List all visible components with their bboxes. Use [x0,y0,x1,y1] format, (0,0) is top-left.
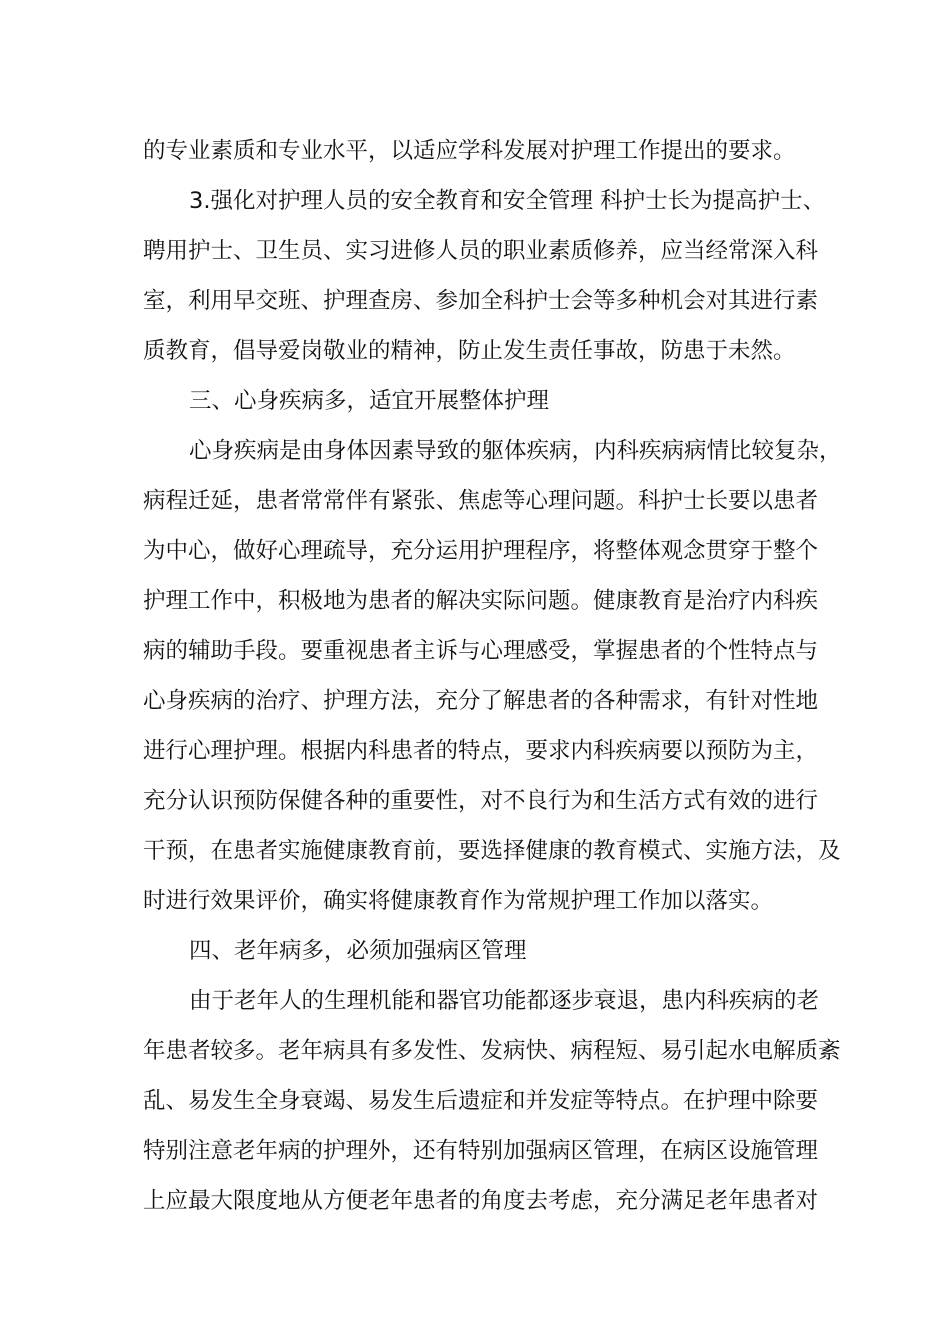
text-line: 特别注意老年病的护理外，还有特别加强病区管理，在病区设施管理 [143,1138,819,1164]
text-line: 由于老年人的生理机能和器官功能都逐步衰退，患内科疾病的老 [189,988,820,1014]
text-line: 病程迁延，患者常常伴有紧张、焦虑等心理问题。科护士长要以患者 [143,488,819,514]
text-line: 进行心理护理。根据内科患者的特点，要求内科疾病要以预防为主， [143,738,819,764]
text-line: 的专业素质和专业水平，以适应学科发展对护理工作提出的要求。 [143,138,796,164]
text-line: 聘用护士、卫生员、实习进修人员的职业素质修养，应当经常深入科 [143,238,819,264]
text-line: 充分认识预防保健各种的重要性，对不良行为和生活方式有效的进行 [143,788,819,814]
text-line: 心身疾病的治疗、护理方法，充分了解患者的各种需求，有针对性地 [143,688,819,714]
text-line: 3.强化对护理人员的安全教育和安全管理 科护士长为提高护士、 [189,188,826,214]
text-line: 心身疾病是由身体因素导致的躯体疾病，内科疾病病情比较复杂， [189,438,842,464]
document-body [143,126,842,1226]
text-line: 上应最大限度地从方便老年患者的角度去考虑，充分满足老年患者对 [143,1188,819,1214]
text-line: 为中心，做好心理疏导，充分运用护理程序，将整体观念贯穿于整个 [143,538,819,564]
text-line: 年患者较多。老年病具有多发性、发病快、病程短、易引起水电解质紊 [143,1038,841,1064]
text-line: 乱、易发生全身衰竭、易发生后遗症和并发症等特点。在护理中除要 [143,1088,819,1114]
text-line: 室，利用早交班、护理查房、参加全科护士会等多种机会对其进行素 [143,288,819,314]
text-line: 时进行效果评价，确实将健康教育作为常规护理工作加以落实。 [143,888,774,914]
text-line: 病的辅助手段。要重视患者主诉与心理感受，掌握患者的个性特点与 [143,638,819,664]
text-line: 护理工作中，积极地为患者的解决实际问题。健康教育是治疗内科疾 [143,588,819,614]
text-line: 干预，在患者实施健康教育前，要选择健康的教育模式、实施方法，及 [143,838,841,864]
section-heading: 四、老年病多，必须加强病区管理 [189,938,527,964]
text-line: 质教育，倡导爱岗敬业的精神，防止发生责任事故，防患于未然。 [143,338,796,364]
section-heading: 三、心身疾病多，适宜开展整体护理 [189,388,550,414]
